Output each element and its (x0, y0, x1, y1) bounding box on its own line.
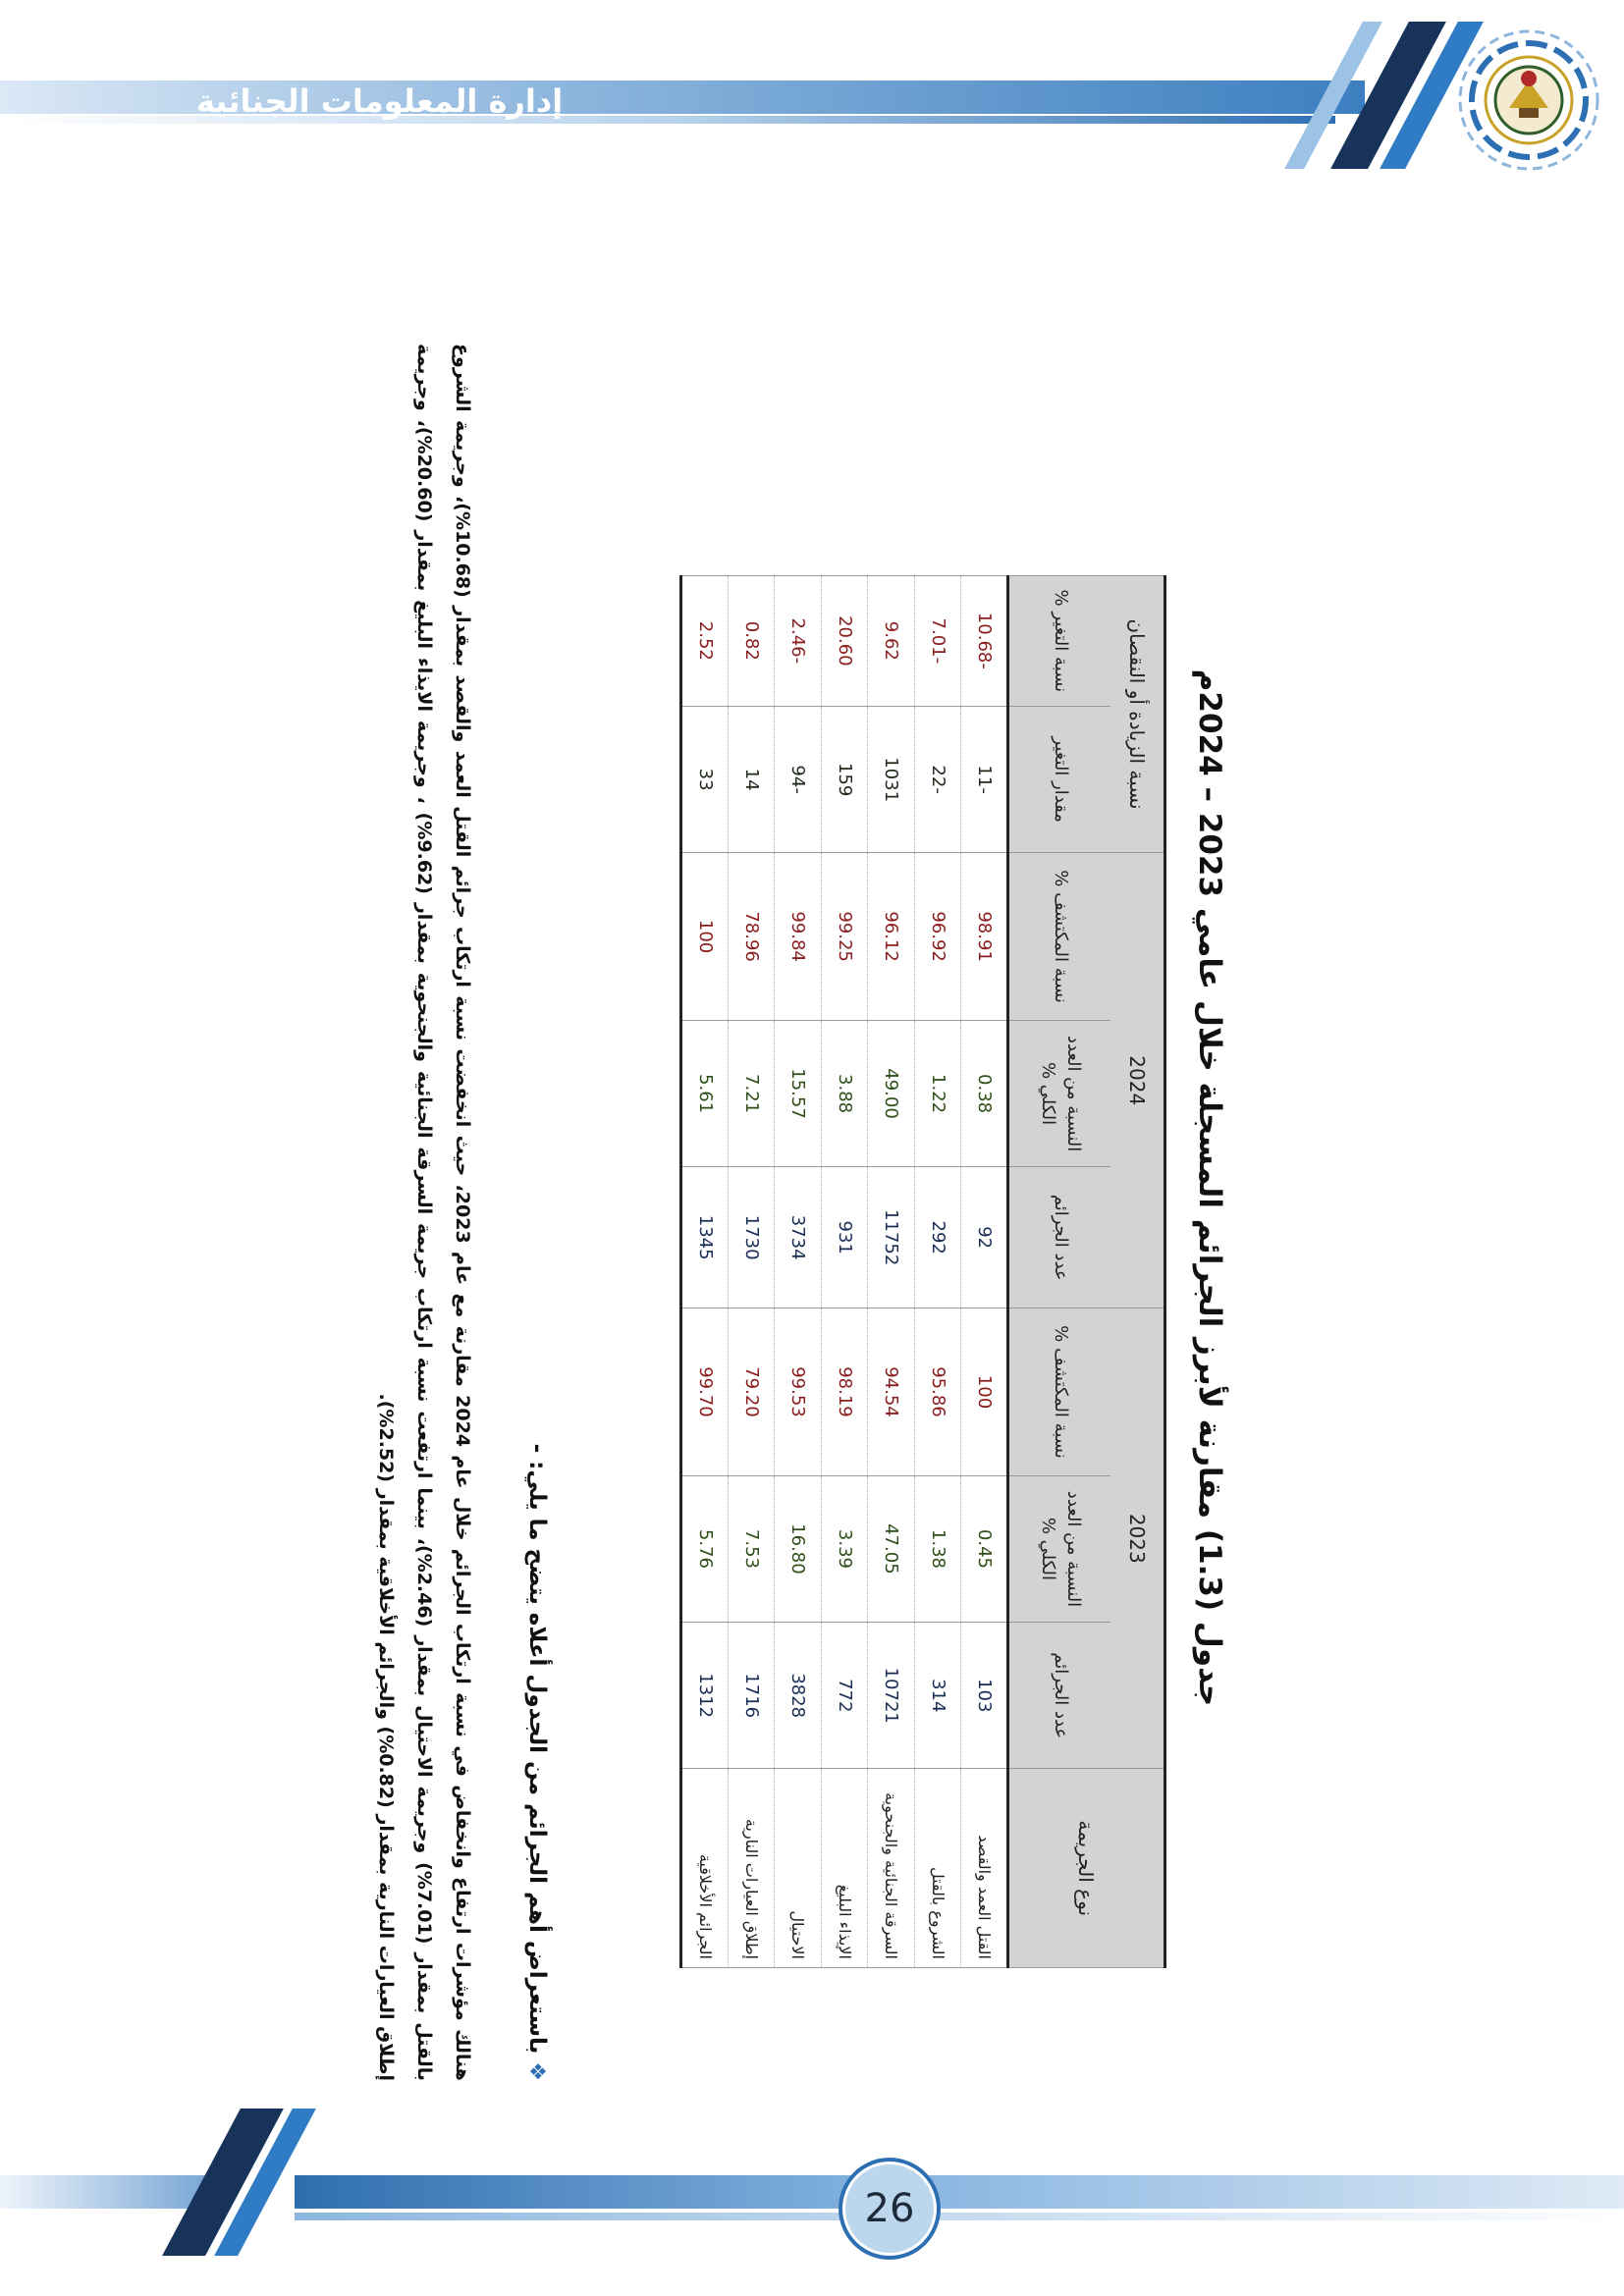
cell-pct: -2.46 (775, 575, 822, 706)
cell-s2024: 0.38 (961, 1020, 1008, 1166)
cell-c2024: 292 (915, 1167, 962, 1308)
table-caption: جدول (1.3) مقارنة لأبرز الجرائم المسجلة خلال عامي 2023 – 2024م (1192, 668, 1227, 1707)
table-row (915, 408, 962, 1968)
page-number: 26 (842, 2162, 937, 2256)
cell-crime: الجرائم الأخلاقية (681, 1769, 729, 1968)
cell-d2024: 78.96 (729, 853, 776, 1021)
cell-crime: السرقة الجنائية والجنحوية (868, 1769, 915, 1968)
header-year-2024: 2024 (1111, 853, 1165, 1308)
cell-d2024: 96.12 (868, 853, 915, 1021)
table-row (961, 408, 1008, 1968)
cell-pct: -7.01 (915, 575, 962, 706)
table-row (868, 408, 915, 1968)
cell-c2023: 10721 (868, 1623, 915, 1769)
cell-crime: إطلاق العيارات النارية (729, 1769, 776, 1968)
cell-crime: الإيذاء البليغ (822, 1769, 869, 1968)
header-crime-type: نوع الجريمة (1008, 1769, 1165, 1968)
cell-s2024: 5.61 (681, 1020, 729, 1166)
cell-amount: 33 (681, 706, 729, 852)
cell-d2024: 96.92 (915, 853, 962, 1021)
cell-c2024: 1730 (729, 1167, 776, 1308)
cell-c2024: 1345 (681, 1167, 729, 1308)
footer-band-accent (295, 2213, 1624, 2220)
cell-d2024: 100 (681, 853, 729, 1021)
cell-amount: -94 (775, 706, 822, 852)
cell-pct: 20.60 (822, 575, 869, 706)
header-2024-count: عدد الجرائم (1008, 1167, 1111, 1308)
cell-c2023: 1312 (681, 1623, 729, 1769)
cell-d2024: 99.84 (775, 853, 822, 1021)
header-change: نسبة الزيادة أو النقصان (1111, 575, 1165, 853)
table-row (729, 408, 776, 1968)
footer-band-right (295, 2175, 1624, 2209)
cell-s2023: 1.38 (915, 1475, 962, 1622)
rotated-content (344, 294, 1227, 2081)
cell-c2023: 103 (961, 1623, 1008, 1769)
cell-pct: -10.68 (961, 575, 1008, 706)
cell-s2023: 7.53 (729, 1475, 776, 1622)
cell-s2023: 3.39 (822, 1475, 869, 1622)
cell-c2024: 3734 (775, 1167, 822, 1308)
department-title: إدارة المعلومات الجنائية (196, 82, 564, 120)
cell-c2024: 931 (822, 1167, 869, 1308)
cell-d2023: 94.54 (868, 1308, 915, 1476)
cell-s2024: 1.22 (915, 1020, 962, 1166)
cell-amount: -11 (961, 706, 1008, 852)
cell-s2024: 49.00 (868, 1020, 915, 1166)
cell-amount: 1031 (868, 706, 915, 852)
cell-pct: 0.82 (729, 575, 776, 706)
header-2024-solved: نسبة المكتشف % (1008, 853, 1111, 1021)
header-change-pct: نسبة التغير % (1008, 575, 1111, 706)
table-row (822, 408, 869, 1968)
header-change-amount: مقدار التغير (1008, 706, 1111, 852)
cell-s2023: 5.76 (681, 1475, 729, 1622)
cell-s2024: 15.57 (775, 1020, 822, 1166)
cell-crime: الاحتيال (775, 1769, 822, 1968)
cell-c2023: 3828 (775, 1623, 822, 1769)
cell-c2024: 11752 (868, 1167, 915, 1308)
bullet-intro (524, 294, 550, 2081)
cell-d2023: 100 (961, 1308, 1008, 1476)
header-2023-share: النسبة من العدد الكلي % (1008, 1475, 1111, 1622)
bullet-text: باستعراض أهم الجرائم من الجدول أعلاه يتضح ما يلي: - (524, 1443, 550, 2055)
crime-comparison-table (680, 407, 1167, 1968)
cell-s2023: 0.45 (961, 1475, 1008, 1622)
cell-d2023: 99.53 (775, 1308, 822, 1476)
table-row (775, 408, 822, 1968)
header-2023-count: عدد الجرائم (1008, 1623, 1111, 1769)
cell-amount: 159 (822, 706, 869, 852)
header-year-2023: 2023 (1111, 1308, 1165, 1769)
header-2024-share: النسبة من العدد الكلي % (1008, 1020, 1111, 1166)
police-emblem-logo (1458, 29, 1600, 172)
cell-amount: 14 (729, 706, 776, 852)
cell-crime: القتل العمد والقصد (961, 1769, 1008, 1968)
table-row (681, 408, 729, 1968)
cell-c2023: 314 (915, 1623, 962, 1769)
cell-pct: 9.62 (868, 575, 915, 706)
cell-pct: 2.52 (681, 575, 729, 706)
cell-s2024: 7.21 (729, 1020, 776, 1166)
analysis-paragraph: هنالك مؤشرات ارتفاع وانخفاض في نسبة ارتكاب الجرائم خلال عام 2024 مقارنة مع عام 2023، حيث انخفضت نسبة ارتكاب جرائم القتل العمد والقصد بمقدار (10.68%)، وجريمة الشروع بالقتل بمقدار (7.01%) وجريمة الاحتيال بمقدار (2.46%)، بينما ارتفعت نسبة ارتكاب جريمة السرقة الجنائية والجنحوية بمقدار (9.62%) ، وجريمة الايذاء البليغ بمقدار (20.60%)، وجريمة إطلاق العيارات النارية بمقدار (0.82%) والجرائم الأخلاقية بمقدار (2.52%). (375, 344, 473, 2081)
cell-crime: الشروع بالقتل (915, 1769, 962, 1968)
diamond-bullet-icon: ❖ (524, 2061, 549, 2081)
cell-d2023: 98.19 (822, 1308, 869, 1476)
cell-c2023: 1716 (729, 1623, 776, 1769)
cell-s2023: 16.80 (775, 1475, 822, 1622)
cell-s2023: 47.05 (868, 1475, 915, 1622)
cell-c2023: 772 (822, 1623, 869, 1769)
cell-s2024: 3.88 (822, 1020, 869, 1166)
cell-amount: -22 (915, 706, 962, 852)
cell-d2024: 98.91 (961, 853, 1008, 1021)
cell-d2023: 79.20 (729, 1308, 776, 1476)
cell-c2024: 92 (961, 1167, 1008, 1308)
header-2023-solved: نسبة المكتشف % (1008, 1308, 1111, 1476)
cell-d2023: 95.86 (915, 1308, 962, 1476)
cell-d2024: 99.25 (822, 853, 869, 1021)
cell-d2023: 99.70 (681, 1308, 729, 1476)
